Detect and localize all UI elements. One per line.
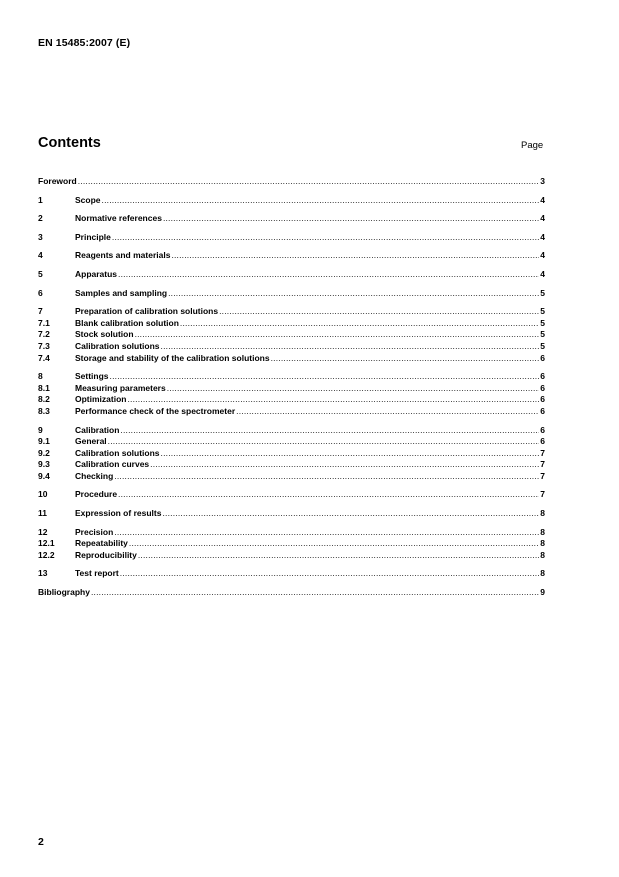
toc-entry[interactable] — [38, 250, 545, 262]
toc-entry-page: 8 — [540, 526, 545, 537]
toc-leader-dots — [271, 353, 540, 365]
toc-entry[interactable] — [38, 436, 545, 448]
page-column-label: Page — [521, 140, 544, 151]
toc-entry-title: Principle — [75, 231, 111, 242]
toc-entry-title: Checking — [75, 470, 114, 481]
toc-entry[interactable] — [38, 538, 545, 550]
toc-entry-number: 1 — [38, 194, 43, 205]
toc-entry[interactable] — [38, 383, 545, 395]
toc-leader-dots — [161, 448, 540, 460]
toc-entry-number: 7.4 — [38, 352, 50, 363]
toc-entry-page: 4 — [540, 231, 545, 242]
toc-leader-dots — [129, 538, 539, 550]
toc-entry-number: 11 — [38, 508, 47, 519]
toc-leader-dots — [118, 269, 539, 281]
toc-entry-title: General — [75, 436, 107, 447]
toc-entry[interactable] — [38, 353, 545, 365]
toc-leader-dots — [118, 489, 539, 501]
toc-entry-number: 9.1 — [38, 436, 50, 447]
toc-leader-dots — [163, 213, 539, 225]
toc-entry-page: 9 — [540, 587, 545, 598]
toc-entry-number: 7.1 — [38, 317, 50, 328]
toc-entry-number: 9.2 — [38, 447, 50, 458]
toc-leader-dots — [78, 176, 540, 188]
toc-entry-page: 6 — [540, 436, 545, 447]
toc-entry-title: Apparatus — [75, 268, 118, 279]
toc-entry-title: Optimization — [75, 394, 127, 405]
toc-entry-title: Settings — [75, 371, 109, 382]
toc-entry[interactable] — [38, 306, 545, 318]
toc-entry-number: 10 — [38, 489, 48, 500]
toc-entry-number: 12.1 — [38, 538, 55, 549]
toc-entry-page: 4 — [540, 250, 545, 261]
toc-entry-number: 7.2 — [38, 329, 50, 340]
toc-entry-page: 8 — [540, 549, 545, 560]
toc-leader-dots — [114, 527, 539, 539]
toc-leader-dots — [150, 459, 539, 471]
toc-entry-number: 9.4 — [38, 470, 50, 481]
toc-entry-page: 7 — [540, 459, 545, 470]
toc-entry-title: Storage and stability of the calibration solutions — [75, 352, 270, 363]
toc-entry[interactable] — [38, 318, 545, 330]
toc-entry[interactable] — [38, 213, 545, 225]
toc-entry-page: 8 — [540, 568, 545, 579]
toc-entry[interactable] — [38, 471, 545, 483]
toc-entry[interactable] — [38, 269, 545, 281]
toc-entry[interactable] — [38, 425, 545, 437]
toc-entry[interactable] — [38, 489, 545, 501]
toc-leader-dots — [236, 406, 539, 418]
toc-entry-page: 8 — [540, 508, 545, 519]
toc-entry-page: 5 — [540, 340, 545, 351]
toc-entry-number: 8 — [38, 371, 43, 382]
toc-entry-page: 5 — [540, 287, 545, 298]
toc-entry-title: Reproducibility — [75, 549, 137, 560]
toc-leader-dots — [108, 436, 540, 448]
toc-entry-title: Test report — [75, 568, 119, 579]
toc-entry[interactable] — [38, 527, 545, 539]
toc-entry[interactable] — [38, 448, 545, 460]
toc-leader-dots — [168, 288, 539, 300]
toc-leader-dots — [114, 471, 539, 483]
toc-entry-number: 12 — [38, 526, 48, 537]
toc-entry-page: 6 — [540, 352, 545, 363]
toc-entry-title: Performance check of the spectrometer — [75, 405, 236, 416]
toc-entry-title: Expression of results — [75, 508, 162, 519]
toc-leader-dots — [120, 425, 539, 437]
toc-entry-page: 6 — [540, 405, 545, 416]
toc-leader-dots — [127, 394, 539, 406]
toc-entry-title: Measuring parameters — [75, 382, 166, 393]
toc-entry-page: 4 — [540, 213, 545, 224]
toc-entry-number: 8.3 — [38, 405, 50, 416]
toc-entry-page: 6 — [540, 424, 545, 435]
toc-leader-dots — [171, 250, 539, 262]
toc-entry[interactable] — [38, 371, 545, 383]
toc-leader-dots — [91, 587, 539, 599]
toc-entry-page: 6 — [540, 394, 545, 405]
toc-entry-title: Preparation of calibration solutions — [75, 306, 219, 317]
toc-leader-dots — [161, 341, 540, 353]
toc-entry-title: Repeatability — [75, 538, 128, 549]
contents-title: Contents — [38, 135, 101, 151]
table-of-contents — [38, 176, 545, 599]
toc-leader-dots — [112, 232, 539, 244]
toc-entry-number: 12.2 — [38, 549, 55, 560]
toc-entry[interactable] — [38, 508, 545, 520]
toc-entry-title: Bibliography — [38, 587, 90, 598]
toc-entry-page: 4 — [540, 268, 545, 279]
toc-entry-number: 9.3 — [38, 459, 50, 470]
toc-entry-page: 7 — [540, 489, 545, 500]
toc-entry-page: 6 — [540, 371, 545, 382]
toc-entry-title: Foreword — [38, 176, 77, 186]
toc-entry[interactable] — [38, 406, 545, 418]
toc-leader-dots — [162, 508, 539, 520]
toc-entry-number: 4 — [38, 250, 43, 261]
toc-leader-dots — [138, 550, 539, 562]
toc-entry-number: 7 — [38, 306, 43, 317]
toc-entry-title: Scope — [75, 194, 101, 205]
document-id: EN 15485:2007 (E) — [38, 37, 131, 49]
toc-entry-number: 3 — [38, 231, 43, 242]
toc-entry-title: Precision — [75, 526, 114, 537]
toc-entry-page: 4 — [540, 194, 545, 205]
toc-entry-number: 7.3 — [38, 340, 50, 351]
toc-entry[interactable] — [38, 587, 545, 599]
toc-entry[interactable] — [38, 195, 545, 207]
toc-entry[interactable] — [38, 568, 545, 580]
toc-leader-dots — [167, 383, 540, 395]
toc-entry[interactable] — [38, 176, 545, 188]
toc-entry-number: 9 — [38, 424, 43, 435]
toc-entry-page: 5 — [540, 317, 545, 328]
toc-entry-page: 5 — [540, 329, 545, 340]
toc-entry-title: Calibration curves — [75, 459, 150, 470]
toc-entry-page: 7 — [540, 470, 545, 481]
toc-entry-number: 8.2 — [38, 394, 50, 405]
toc-entry-title: Calibration solutions — [75, 447, 160, 458]
toc-entry-number: 13 — [38, 568, 48, 579]
page-number: 2 — [38, 836, 44, 848]
toc-entry[interactable] — [38, 232, 545, 244]
toc-leader-dots — [219, 306, 539, 318]
toc-leader-dots — [135, 329, 540, 341]
toc-entry-title: Samples and sampling — [75, 287, 168, 298]
toc-entry[interactable] — [38, 550, 545, 562]
toc-entry[interactable] — [38, 394, 545, 406]
toc-entry-title: Normative references — [75, 213, 162, 224]
toc-entry-number: 8.1 — [38, 382, 50, 393]
toc-entry-title: Calibration — [75, 424, 120, 435]
toc-entry-number: 5 — [38, 268, 43, 279]
toc-entry-page: 6 — [540, 382, 545, 393]
toc-entry-title: Procedure — [75, 489, 118, 500]
toc-entry-page: 8 — [540, 538, 545, 549]
toc-leader-dots — [120, 568, 539, 580]
toc-entry-number: 6 — [38, 287, 43, 298]
toc-leader-dots — [110, 371, 540, 383]
toc-entry-number: 2 — [38, 213, 43, 224]
toc-entry[interactable] — [38, 288, 545, 300]
toc-leader-dots — [180, 318, 539, 330]
toc-entry-title: Stock solution — [75, 329, 134, 340]
toc-entry-page: 3 — [540, 176, 545, 186]
toc-entry[interactable] — [38, 329, 545, 341]
toc-entry[interactable] — [38, 341, 545, 353]
toc-entry[interactable] — [38, 459, 545, 471]
toc-entry-title: Calibration solutions — [75, 340, 160, 351]
toc-leader-dots — [102, 195, 540, 207]
toc-entry-page: 7 — [540, 447, 545, 458]
toc-entry-page: 5 — [540, 306, 545, 317]
toc-entry-title: Blank calibration solution — [75, 317, 179, 328]
toc-entry-title: Reagents and materials — [75, 250, 171, 261]
